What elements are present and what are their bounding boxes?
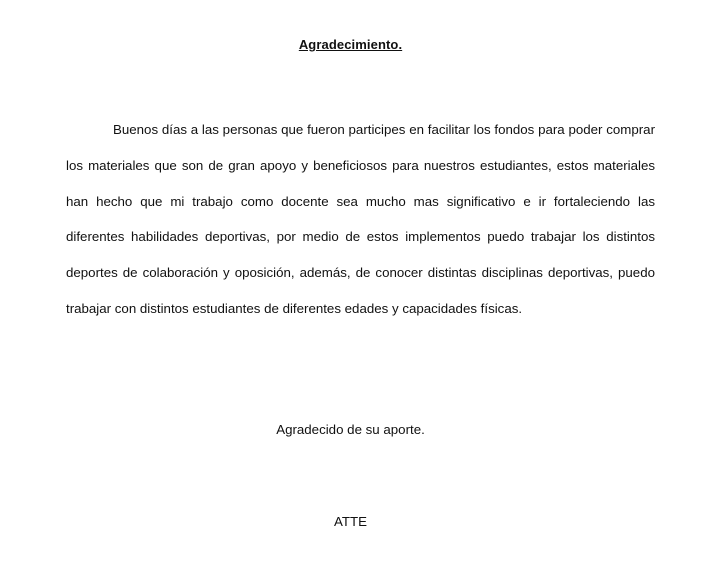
body-paragraph: Buenos días a las personas que fueron participes en facilitar los fondos para poder comprar los materiales que son de gran apoyo y beneficiosos para nuestros estudiantes, estos materiales han hecho que mi trabajo como docente sea mucho mas significativo e ir fortaleciendo las diferentes habilidades deportivas, por medio de estos implementos puedo trabajar los distintos deportes de colaboración y oposición, además, de conocer distintas disciplinas deportivas, puedo trabajar con distintos estudiantes de diferentes edades y capacidades físicas. — [66, 122, 655, 316]
closing-line: Agradecido de su aporte. — [276, 422, 425, 437]
signature-line: ATTE — [334, 514, 367, 529]
document-title: Agradecimiento. — [298, 37, 403, 52]
